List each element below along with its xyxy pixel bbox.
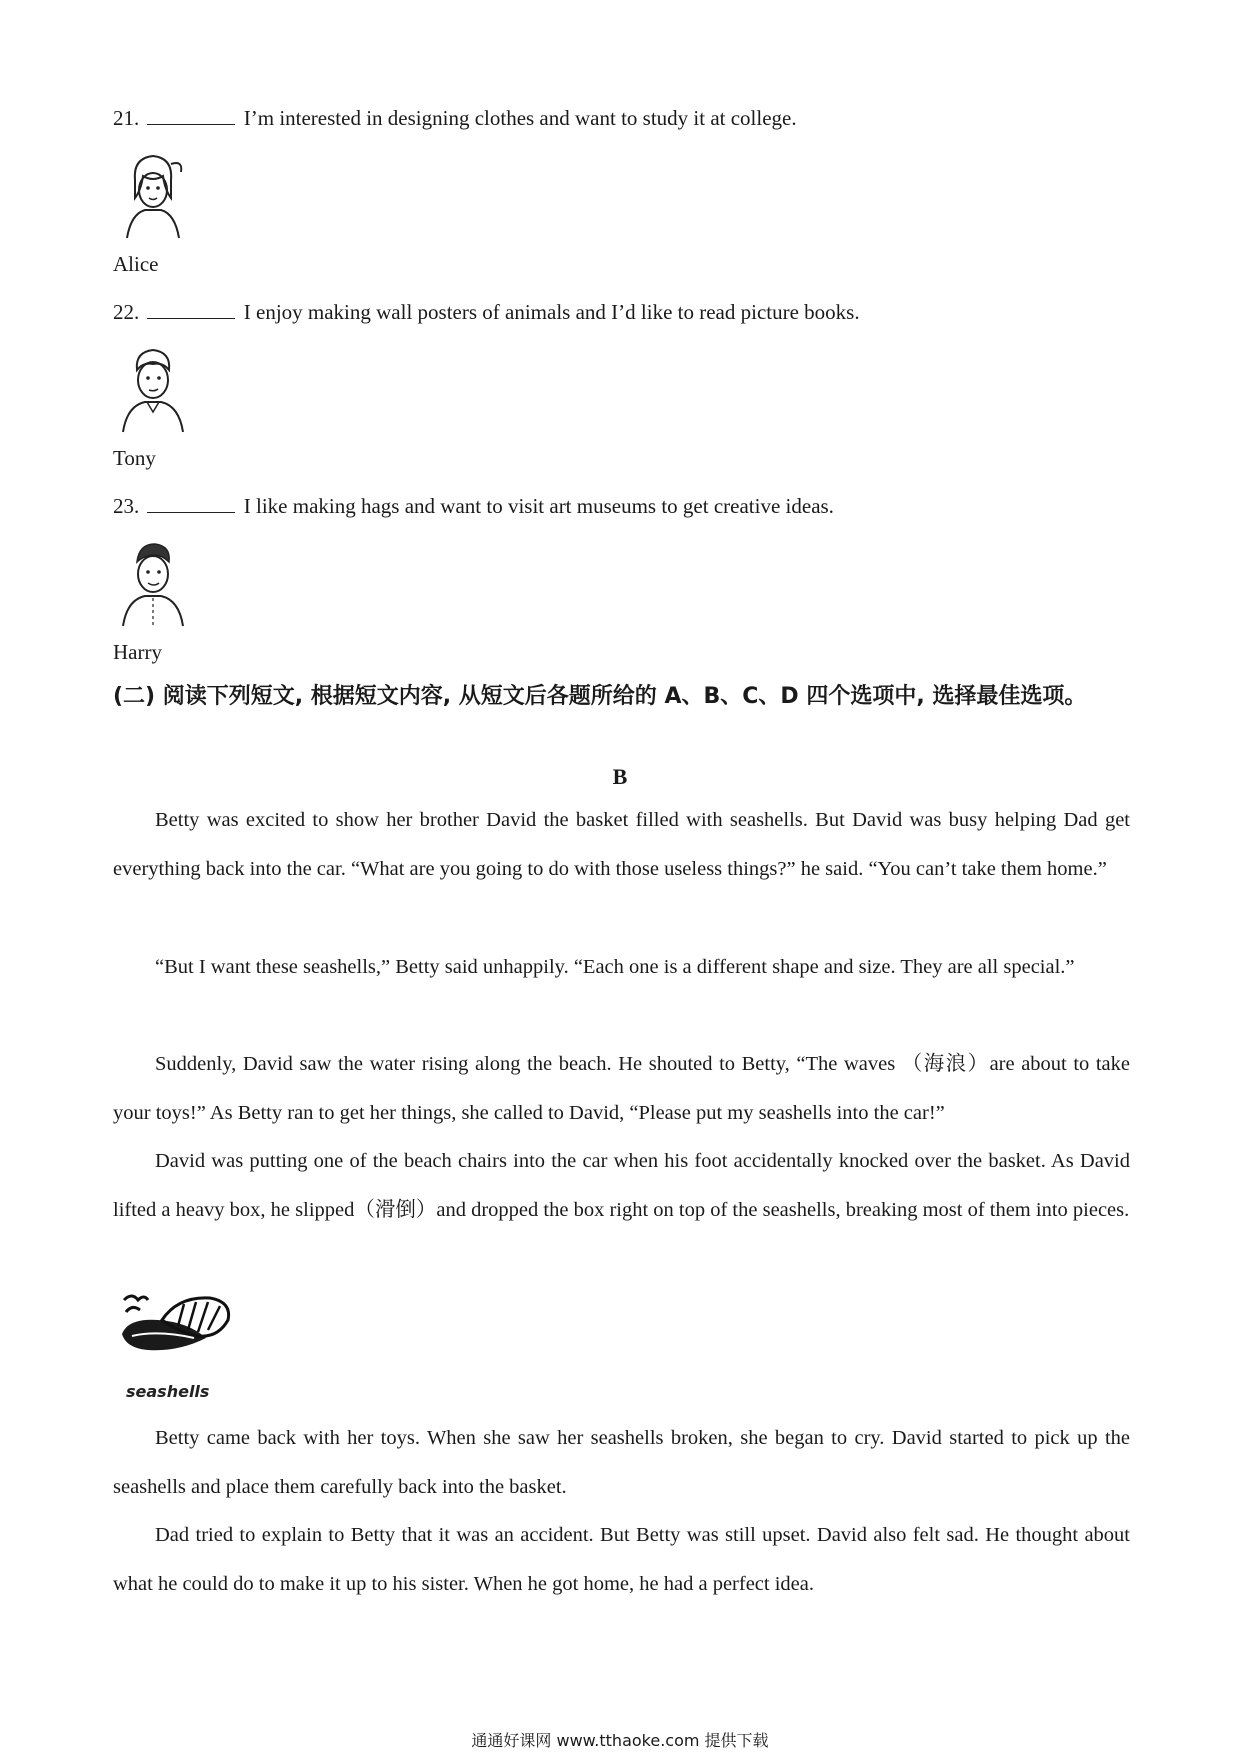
question-text: I like making hags and want to visit art museums to get creative ideas.: [243, 494, 834, 518]
alice-portrait-icon: [113, 150, 193, 240]
student-name-alice: Alice: [113, 252, 159, 276]
image-caption: seashells: [126, 1382, 210, 1401]
question-text: I enjoy making wall posters of animals and I’d like to read picture books.: [243, 300, 860, 324]
answer-blank: [147, 302, 235, 319]
answer-blank: [147, 108, 235, 125]
question-22: [113, 300, 860, 325]
passage-title: B: [612, 764, 628, 789]
passage-paragraph: Dad tried to explain to Betty that it was an accident. But Betty was still upset. David also felt sad. He thought about what he could do to make it up to his sister. When he got home, he had a perfect idea.: [113, 1524, 1130, 1595]
question-text: I’m interested in designing clothes and want to study it at college.: [243, 106, 797, 130]
passage-paragraph: Suddenly, David saw the water rising along the beach. He shouted to Betty, “The waves （海浪）are about to take your toys!” As Betty ran to get her things, she called to David, “Please put my seashells into the car!”: [113, 1053, 1130, 1124]
question-21: [113, 106, 797, 131]
question-number: 22.: [113, 300, 140, 324]
passage-paragraph: David was putting one of the beach chairs into the car when his foot accidentally knocked over the basket. As David lifted a heavy box, he slipped（滑倒）and dropped the box right on top of the seashells, breaking most of them into pieces.: [113, 1150, 1130, 1221]
passage-paragraph: Betty came back with her toys. When she saw her seashells broken, she began to cry. David started to pick up the seashells and place them carefully back into the basket.: [113, 1427, 1130, 1498]
section-heading: (二) 阅读下列短文, 根据短文内容, 从短文后各题所给的 A、B、C、D 四个选项中, 选择最佳选项。: [113, 684, 1087, 709]
page-footer: 通通好课网 www.tthaoke.com 提供下载: [471, 1731, 769, 1750]
passage-paragraph: Betty was excited to show her brother David the basket filled with seashells. But David was busy helping Dad get everything back into the car. “What are you going to do with those useless things?” he said. “You can’t take them home.”: [113, 809, 1130, 880]
seashell-illustration-icon: [118, 1290, 238, 1360]
passage-paragraph: “But I want these seashells,” Betty said unhappily. “Each one is a different shape and size. They are all special.”: [155, 956, 1075, 978]
question-number: 21.: [113, 106, 140, 130]
question-number: 23.: [113, 494, 140, 518]
harry-portrait-icon: [113, 538, 193, 628]
student-name-harry: Harry: [113, 640, 162, 664]
tony-portrait-icon: [113, 344, 193, 434]
answer-blank: [147, 496, 235, 513]
student-name-tony: Tony: [113, 446, 156, 470]
question-23: [113, 494, 834, 519]
